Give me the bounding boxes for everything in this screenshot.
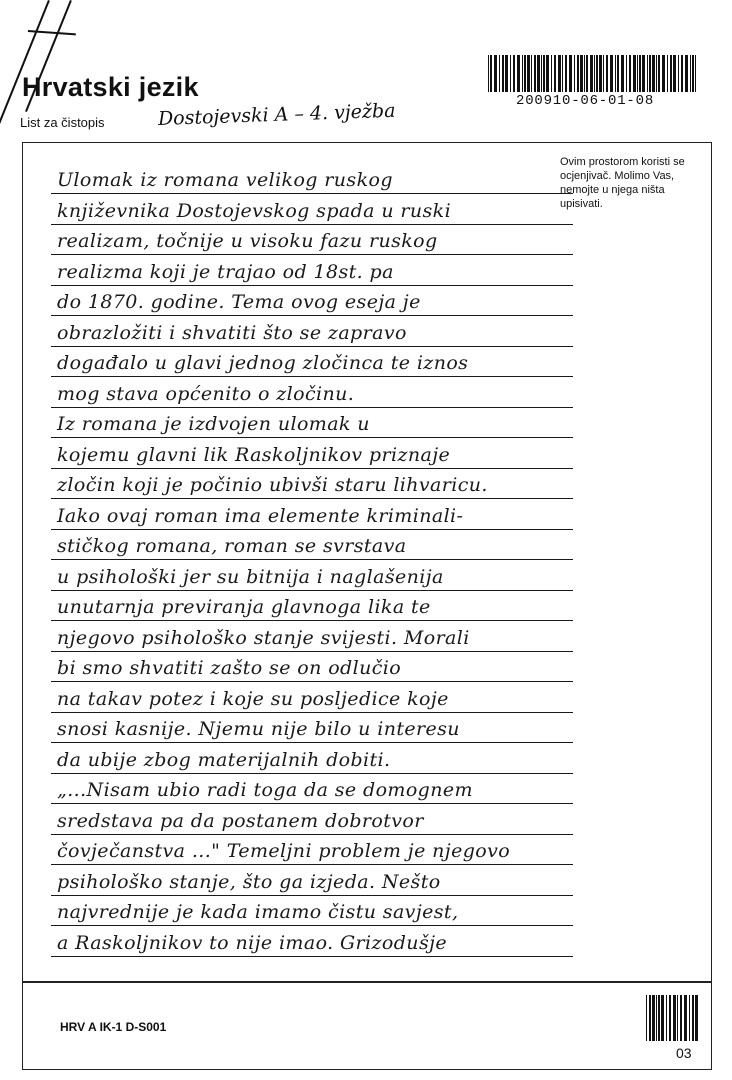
ruled-line — [51, 651, 573, 652]
barcode-bar — [646, 995, 647, 1041]
barcode-bar — [667, 55, 668, 92]
barcode-bar — [689, 995, 690, 1041]
barcode-number: 200910-06-01-08 — [516, 93, 655, 109]
barcode-bar — [505, 55, 508, 92]
barcode-bar — [637, 55, 638, 92]
page-number: 03 — [676, 1045, 692, 1061]
ruled-line — [51, 315, 573, 316]
page-subtitle: List za čistopis — [20, 115, 105, 130]
handwritten-line: bi smo shvatiti zašto se on odlučio — [57, 657, 402, 679]
handwritten-line: čovječanstva ..." Temeljni problem je njegovo — [57, 840, 511, 862]
ruled-line — [51, 254, 573, 255]
barcode-bar — [695, 995, 698, 1041]
barcode-bar — [541, 55, 542, 92]
barcode-bar — [534, 55, 536, 92]
handwritten-line: njegovo psihološko stanje svijesti. Morali — [57, 626, 470, 649]
barcode-bar — [621, 55, 624, 92]
barcode-bar — [558, 55, 561, 92]
barcode-bar — [649, 55, 651, 92]
ruled-line — [51, 468, 573, 469]
writing-area — [51, 151, 571, 971]
barcode-bar — [527, 55, 530, 92]
barcode-bar — [574, 55, 575, 92]
handwritten-line: do 1870. godine. Tema ovog eseja je — [57, 291, 421, 313]
ruled-line — [51, 498, 573, 499]
barcode-bar — [599, 55, 602, 92]
barcode-bar — [502, 55, 504, 92]
barcode-bar — [662, 55, 665, 92]
barcode-bar — [652, 995, 655, 1041]
barcode-bottom — [646, 995, 698, 1041]
barcode-bar — [590, 55, 593, 92]
barcode-bar — [658, 995, 660, 1041]
barcode-bar — [554, 55, 556, 92]
barcode-bar — [690, 55, 691, 92]
barcode-bar — [513, 55, 515, 92]
barcode-bar — [678, 55, 679, 92]
barcode-bar — [661, 995, 664, 1041]
barcode-bar — [633, 55, 636, 92]
barcode-bar — [510, 55, 511, 92]
handwritten-line: psihološko stanje, što ga izjeda. Nešto — [57, 870, 441, 893]
barcode-bar — [684, 995, 687, 1041]
barcode-bar — [617, 55, 619, 92]
barcode-bar — [649, 995, 651, 1041]
ruled-line — [51, 285, 573, 286]
barcode-bar — [584, 55, 585, 92]
barcode-bar — [524, 55, 526, 92]
barcode-bar — [673, 55, 676, 92]
barcode-bar — [490, 55, 492, 92]
answer-box — [22, 142, 712, 982]
handwritten-line: Ulomak iz romana velikog ruskog — [57, 169, 393, 191]
student-note: Dostojevski A – 4. vježba — [157, 99, 396, 130]
handwritten-line: realizam, točnije u visoku fazu ruskog — [57, 230, 438, 252]
barcode-bar — [629, 55, 631, 92]
barcode-bar — [606, 55, 608, 92]
handwritten-line: realizma koji je trajao od 18st. pa — [57, 260, 394, 283]
ruled-line — [51, 742, 573, 743]
ruled-line — [51, 590, 573, 591]
ruled-line — [51, 681, 573, 682]
handwritten-line: najvrednije je kada imamo čistu savjest, — [57, 901, 459, 923]
barcode-bar — [666, 995, 667, 1041]
barcode-bar — [488, 55, 489, 92]
handwritten-line: a Raskoljnikov to nije imao. Grizodušje — [57, 931, 448, 954]
barcode-bar — [692, 55, 694, 92]
ruled-line — [51, 407, 573, 408]
barcode-bar — [586, 55, 588, 92]
ruled-line — [51, 193, 573, 194]
ruled-line — [51, 224, 573, 225]
handwritten-line: na takav potez i koje su posljedice koje — [57, 687, 449, 710]
barcode-bar — [610, 55, 613, 92]
barcode-bar — [656, 995, 657, 1041]
handwritten-line: kojemu glavni lik Raskoljnikov priznaje — [57, 443, 451, 466]
barcode-bar — [543, 55, 545, 92]
ruled-line — [51, 376, 573, 377]
handwritten-line: obrazložiti i shvatiti što se zapravo — [57, 321, 407, 344]
barcode-bar — [677, 995, 678, 1041]
ruled-line — [51, 956, 573, 957]
barcode-bar — [639, 55, 641, 92]
barcode-bar — [626, 55, 627, 92]
ruled-line — [51, 620, 573, 621]
ruled-line — [51, 925, 573, 926]
handwritten-line: „...Nisam ubio radi toga da se domognem — [57, 779, 473, 801]
ruled-line — [51, 834, 573, 835]
barcode-bar — [577, 55, 579, 92]
barcode-bar — [695, 55, 696, 92]
evaluator-note: Ovim prostorom koristi se ocjenjivač. Molimo Vas, nemojte u njega ništa upisivati. — [560, 156, 685, 210]
barcode-bar — [681, 55, 683, 92]
ruled-line — [51, 437, 573, 438]
barcode-bar — [642, 55, 645, 92]
barcode-bar — [551, 55, 552, 92]
ruled-line — [51, 529, 573, 530]
barcode-bar — [615, 55, 616, 92]
handwritten-line: snosi kasnije. Njemu nije bilo u interesu — [57, 718, 460, 740]
barcode-bar — [522, 55, 523, 92]
handwritten-line: da ubije zbog materijalnih dobiti. — [57, 748, 391, 771]
form-code: HRV A IK-1 D-S001 — [60, 1020, 167, 1034]
barcode-bar — [673, 995, 676, 1041]
handwritten-line: Iz romana je izdvojen ulomak u — [57, 413, 370, 435]
handwritten-line: mog stava općenito o zločinu. — [57, 382, 355, 405]
barcode-bar — [594, 55, 595, 92]
barcode-bar — [565, 55, 567, 92]
handwritten-line: stičkog romana, roman se svrstava — [57, 535, 407, 557]
handwritten-line: u psihološki jer su bitnija i naglašenija — [57, 565, 444, 588]
handwritten-line: sredstava pa da postanem dobrotvor — [57, 809, 424, 832]
barcode-bar — [658, 55, 660, 92]
ruled-line — [51, 712, 573, 713]
handwritten-line: književnika Dostojevskog spada u ruski — [57, 199, 452, 222]
barcode-bar — [531, 55, 532, 92]
ruled-line — [51, 559, 573, 560]
handwritten-line: događalo u glavi jednog zločinca te iznos — [57, 352, 469, 374]
barcode-bar — [685, 55, 688, 92]
barcode-bar — [647, 55, 648, 92]
barcode-bar — [670, 55, 672, 92]
barcode-bar — [603, 55, 604, 92]
ruled-line — [51, 864, 573, 865]
ruled-line — [51, 895, 573, 896]
barcode-bar — [680, 995, 682, 1041]
barcode-bar — [517, 55, 520, 92]
barcode-bar — [537, 55, 540, 92]
barcode-bar — [562, 55, 563, 92]
page-title: Hrvatski jezik — [22, 72, 199, 102]
barcode-bar — [580, 55, 583, 92]
barcode-bar — [692, 995, 694, 1041]
barcode-bar — [669, 995, 671, 1041]
ruled-line — [51, 773, 573, 774]
handwritten-line: zločin koji je počinio ubivši staru lihvaricu. — [57, 474, 488, 496]
ruled-line — [51, 346, 573, 347]
barcode-bar — [499, 55, 500, 92]
barcode-bar — [546, 55, 549, 92]
barcode-top — [488, 55, 696, 92]
barcode-bar — [596, 55, 598, 92]
barcode-bar — [656, 55, 657, 92]
barcode-bar — [569, 55, 572, 92]
handwritten-line: unutarnja previranja glavnoga lika te — [57, 596, 431, 618]
handwritten-line: Iako ovaj roman ima elemente kriminali- — [57, 504, 464, 527]
ruled-line — [51, 803, 573, 804]
barcode-bar — [494, 55, 497, 92]
barcode-bar — [652, 55, 655, 92]
